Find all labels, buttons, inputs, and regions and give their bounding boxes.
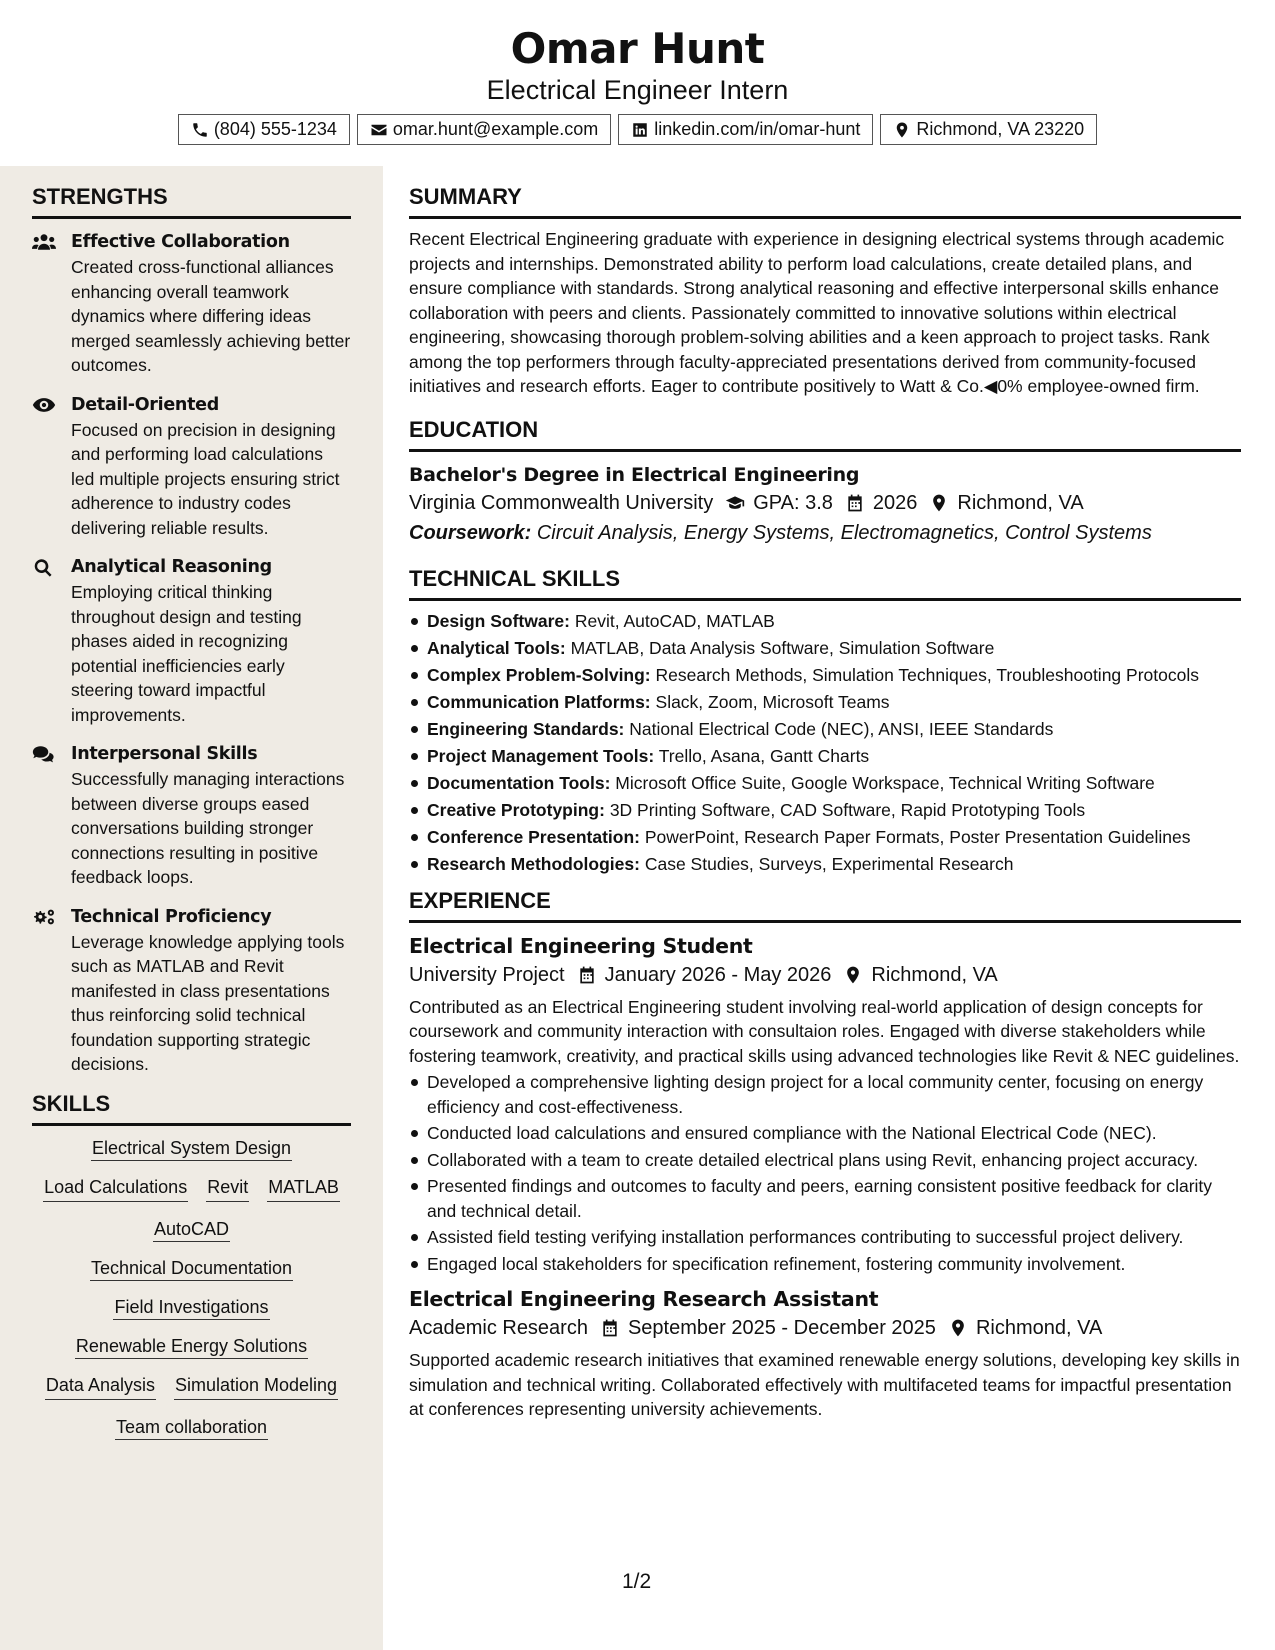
job-title: Electrical Engineering Research Assistant bbox=[409, 1287, 879, 1311]
users-icon bbox=[32, 232, 56, 252]
sidebar bbox=[0, 166, 383, 1650]
strength-item bbox=[32, 229, 351, 378]
main-content bbox=[409, 166, 1241, 1422]
tech-skill-value: Research Methods, Simulation Techniques, Troubleshooting Protocols bbox=[655, 664, 1199, 685]
skill-tag: Team collaboration bbox=[115, 1417, 268, 1440]
summary-heading: SUMMARY bbox=[409, 184, 1241, 219]
contact-location bbox=[880, 114, 1097, 145]
list-item: Assisted field testing verifying installation performances contributing to successful project delivery. bbox=[409, 1225, 1241, 1250]
tech-skill-value: Microsoft Office Suite, Google Workspace, Technical Writing Software bbox=[615, 772, 1155, 793]
strength-title: Detail-Oriented bbox=[71, 394, 219, 415]
candidate-title: Electrical Engineer Intern bbox=[486, 75, 789, 105]
strengths-list bbox=[0, 229, 383, 1077]
skill-tag: Technical Documentation bbox=[90, 1258, 293, 1281]
education-heading: EDUCATION bbox=[409, 417, 1241, 452]
tech-skill-label: Complex Problem-Solving: bbox=[427, 664, 651, 685]
tech-skill-label: Engineering Standards: bbox=[427, 718, 625, 739]
job-meta bbox=[409, 960, 1241, 990]
tech-skill-label: Creative Prototyping: bbox=[427, 799, 605, 820]
phone-icon bbox=[191, 121, 209, 139]
tech-skill-value: Trello, Asana, Gantt Charts bbox=[658, 745, 870, 766]
skill-tag-row bbox=[32, 1217, 351, 1241]
skill-tag: Load Calculations bbox=[43, 1175, 188, 1202]
coursework-list: Circuit Analysis, Energy Systems, Electromagnetics, Control Systems bbox=[536, 521, 1152, 544]
list-item bbox=[409, 717, 1241, 741]
list-item: Presented findings and outcomes to faculty and peers, earning consistent positive feedback for clarity and technical detail. bbox=[409, 1174, 1241, 1223]
calendar-icon bbox=[577, 965, 597, 985]
skill-tag: Revit bbox=[206, 1175, 249, 1202]
search-icon bbox=[32, 557, 56, 577]
strength-title: Technical Proficiency bbox=[71, 906, 272, 927]
job-bullets bbox=[409, 1070, 1241, 1276]
location-pin-icon bbox=[929, 493, 949, 513]
tech-skill-label: Documentation Tools: bbox=[427, 772, 611, 793]
technical-skills-heading: TECHNICAL SKILLS bbox=[409, 566, 1241, 601]
skill-tag: Simulation Modeling bbox=[174, 1373, 338, 1400]
tech-skill-value: Revit, AutoCAD, MATLAB bbox=[574, 610, 775, 631]
strength-desc: Created cross-functional alliances enhancing overall teamwork dynamics where differing ideas merged seamlessly achieving better outcomes. bbox=[71, 257, 351, 375]
location-pin-icon bbox=[843, 965, 863, 985]
graduation-cap-icon bbox=[725, 493, 745, 513]
job-description: Supported academic research initiatives that examined renewable energy solutions, developing key skills in simulation and technical writing. Collaborated effectively with multifaceted teams for impactful presentation at conferences representing university achievements. bbox=[409, 1350, 1240, 1419]
candidate-name: Omar Hunt bbox=[510, 24, 765, 73]
job-dates: January 2026 - May 2026 bbox=[604, 963, 832, 986]
job-location: Richmond, VA bbox=[975, 1317, 1103, 1339]
contact-linkedin bbox=[618, 114, 873, 145]
contact-phone-text: (804) 555-1234 bbox=[213, 119, 337, 139]
tech-skill-label: Research Methodologies: bbox=[427, 853, 640, 874]
list-item: Developed a comprehensive lighting design project for a local community center, focusing on energy efficiency and cost-effectiveness. bbox=[409, 1070, 1241, 1119]
list-item: Collaborated with a team to create detailed electrical plans using Revit, enhancing project accuracy. bbox=[409, 1148, 1241, 1173]
calendar-icon bbox=[600, 1318, 620, 1338]
contact-email bbox=[357, 114, 611, 145]
skill-tag-row bbox=[32, 1295, 351, 1319]
education-year: 2026 bbox=[872, 491, 918, 514]
tech-skill-value: National Electrical Code (NEC), ANSI, IEEE Standards bbox=[629, 718, 1054, 739]
resume-header bbox=[0, 0, 1275, 166]
comments-icon bbox=[32, 744, 56, 764]
envelope-icon bbox=[370, 121, 388, 139]
list-item bbox=[409, 852, 1241, 876]
education-meta bbox=[409, 488, 1241, 518]
experience-heading: EXPERIENCE bbox=[409, 888, 1241, 923]
strength-desc: Leverage knowledge applying tools such as MATLAB and Revit manifested in class presentations thus reinforcing solid technical foundation supporting strategic decisions. bbox=[71, 931, 345, 1074]
list-item: Engaged local stakeholders for specification refinement, fostering community involvement. bbox=[409, 1252, 1241, 1277]
job-entry bbox=[409, 932, 1241, 1277]
strength-title: Interpersonal Skills bbox=[71, 744, 258, 764]
strength-title: Analytical Reasoning bbox=[71, 557, 272, 577]
list-item bbox=[409, 744, 1241, 768]
skill-tag: Renewable Energy Solutions bbox=[75, 1336, 308, 1359]
job-title: Electrical Engineering Student bbox=[409, 933, 753, 958]
job-location: Richmond, VA bbox=[871, 963, 998, 986]
strengths-heading: STRENGTHS bbox=[32, 184, 351, 219]
coursework-label: Coursework: bbox=[409, 521, 532, 544]
skills-tags bbox=[32, 1136, 351, 1439]
tech-skill-value: Case Studies, Surveys, Experimental Research bbox=[644, 853, 1014, 874]
linkedin-icon bbox=[631, 121, 649, 139]
skill-tag-row bbox=[32, 1256, 351, 1280]
list-item bbox=[409, 636, 1241, 660]
education-school: Virginia Commonwealth University bbox=[409, 491, 714, 514]
education-gpa: GPA: 3.8 bbox=[753, 491, 833, 514]
location-pin-icon bbox=[948, 1318, 968, 1338]
location-pin-icon bbox=[893, 121, 911, 139]
tech-skill-value: 3D Printing Software, CAD Software, Rapid Prototyping Tools bbox=[609, 799, 1086, 820]
strength-desc: Employing critical thinking throughout design and testing phases aided in recognizing potential inefficiencies early steering toward impactful improvements. bbox=[71, 582, 302, 725]
eye-icon bbox=[32, 395, 56, 415]
tech-skill-label: Project Management Tools: bbox=[427, 745, 655, 766]
list-item bbox=[409, 798, 1241, 822]
list-item bbox=[409, 609, 1241, 633]
job-org: Academic Research bbox=[409, 1317, 588, 1339]
skill-tag-row bbox=[32, 1136, 351, 1160]
tech-skill-value: PowerPoint, Research Paper Formats, Poster Presentation Guidelines bbox=[644, 826, 1191, 847]
skill-tag: Field Investigations bbox=[113, 1297, 269, 1320]
strength-desc: Focused on precision in designing and performing load calculations led multiple projects ensuring strict adherence to industry codes delivering reliable results. bbox=[71, 419, 340, 538]
education-degree: Bachelor's Degree in Electrical Engineering bbox=[409, 463, 860, 486]
summary-text: Recent Electrical Engineering graduate with experience in designing electrical systems through academic projects and internships. Demonstrated ability to perform load calculations, create detailed plans, and ensure compliance with standards. Strong analytical reasoning and effective interpersonal skills enhance collaboration with peers and clients. Passionately committed to innovative solutions within electrical engineering, showcasing thorough problem-solving abilities and a keen approach to project tasks. Rank among the top performers through faculty-appreciated presentations derived from community-focused initiatives and research efforts. Eager to contribute positively to Watt & Co.◀0% employee-owned firm. bbox=[409, 229, 1225, 396]
strength-item bbox=[32, 904, 351, 1077]
skill-tag-row bbox=[32, 1415, 351, 1439]
strength-title: Effective Collaboration bbox=[71, 232, 290, 252]
skill-tag-row bbox=[32, 1334, 351, 1358]
gears-icon bbox=[32, 907, 56, 927]
skill-tag: AutoCAD bbox=[153, 1219, 230, 1242]
list-item: Conducted load calculations and ensured compliance with the National Electrical Code (NEC). bbox=[409, 1121, 1241, 1146]
strength-desc: Successfully managing interactions between diverse groups eased conversations building stronger connections resulting in positive feedback loops. bbox=[71, 769, 345, 887]
strength-item bbox=[32, 392, 351, 541]
tech-skill-value: Slack, Zoom, Microsoft Teams bbox=[655, 691, 890, 712]
list-item bbox=[409, 825, 1241, 849]
job-org: University Project bbox=[409, 963, 565, 986]
contact-email-text: omar.hunt@example.com bbox=[392, 119, 599, 139]
list-item bbox=[409, 663, 1241, 687]
skill-tag: Data Analysis bbox=[45, 1373, 156, 1400]
tech-skill-label: Analytical Tools: bbox=[427, 637, 566, 658]
skill-tag: Electrical System Design bbox=[91, 1138, 292, 1161]
contact-phone bbox=[178, 114, 350, 145]
technical-skills-list bbox=[409, 609, 1241, 876]
skills-heading: SKILLS bbox=[32, 1091, 351, 1126]
strength-item bbox=[32, 554, 351, 727]
strength-item bbox=[32, 741, 351, 890]
list-item bbox=[409, 771, 1241, 795]
education-location: Richmond, VA bbox=[957, 491, 1084, 514]
education-coursework bbox=[409, 518, 1241, 548]
job-meta bbox=[409, 1313, 1241, 1343]
contact-location-text: Richmond, VA 23220 bbox=[916, 119, 1085, 139]
tech-skill-label: Communication Platforms: bbox=[427, 691, 651, 712]
skill-tag: MATLAB bbox=[267, 1175, 340, 1202]
page-number: 1/2 bbox=[622, 1570, 652, 1593]
job-description: Contributed as an Electrical Engineering student involving real-world application of design concepts for coursework and community interaction with consultaion roles. Engaged with diverse stakeholders while fostering teamwork, creativity, and practical skills using advanced technologies like Revit & NEC guidelines. bbox=[409, 996, 1240, 1066]
list-item bbox=[409, 690, 1241, 714]
calendar-icon bbox=[845, 493, 865, 513]
contact-bar bbox=[0, 114, 1275, 145]
tech-skill-label: Design Software: bbox=[427, 610, 570, 631]
tech-skill-value: MATLAB, Data Analysis Software, Simulation Software bbox=[570, 637, 995, 658]
contact-linkedin-text: linkedin.com/in/omar-hunt bbox=[654, 119, 861, 139]
job-entry bbox=[409, 1285, 1241, 1422]
tech-skill-label: Conference Presentation: bbox=[427, 826, 640, 847]
job-dates: September 2025 - December 2025 bbox=[627, 1317, 936, 1339]
